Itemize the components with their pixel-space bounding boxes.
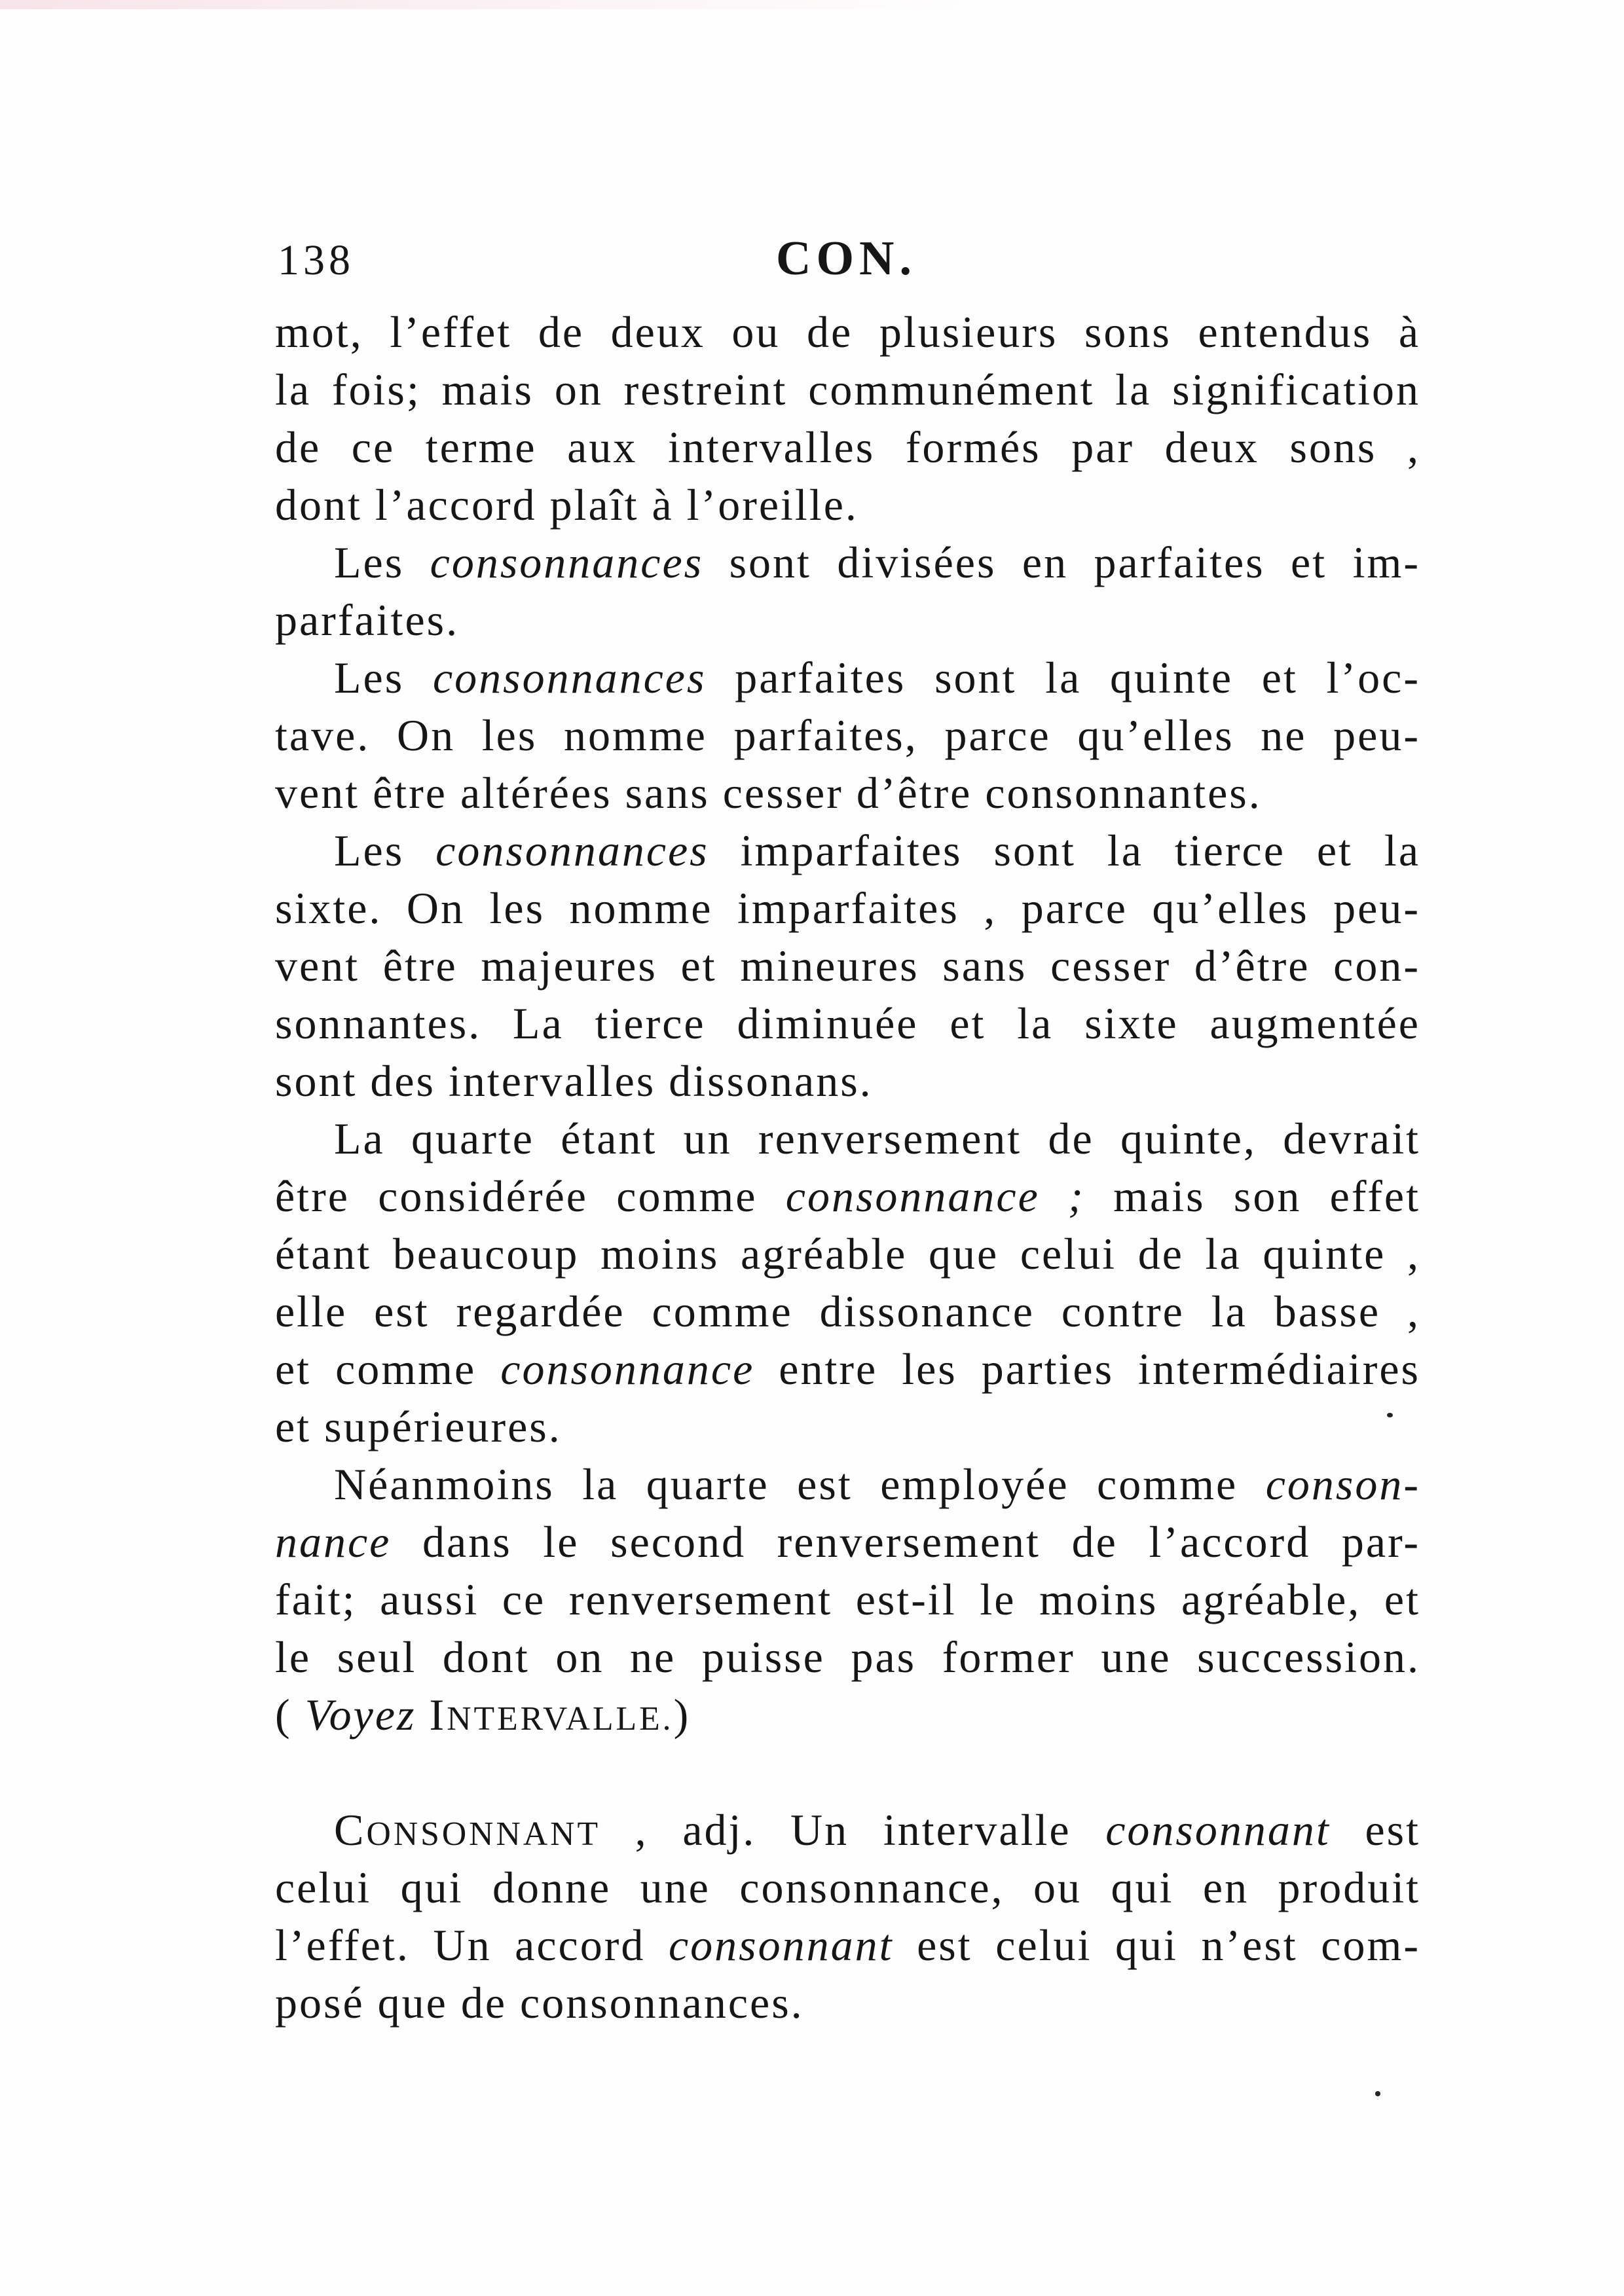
paragraph xyxy=(275,534,1420,649)
text-line: tave. On les nomme parfaites, parce qu’elles ne peu- xyxy=(275,710,1420,760)
text-line: parfaites. xyxy=(275,595,460,645)
text-line: vent être altérées sans cesser d’être consonnantes. xyxy=(275,768,1262,818)
text-line: fait; aussi ce renversement est-il le moins agréable, et xyxy=(275,1575,1420,1624)
page-number: 138 xyxy=(278,236,354,284)
text-line: sixte. On les nomme imparfaites , parce qu’elles peu- xyxy=(275,883,1420,933)
text-line: la fois; mais on restreint communément la signification xyxy=(275,365,1420,414)
text-line: et supérieures. xyxy=(275,1402,562,1451)
text-segment: parfaites sont la quinte et l’oc- xyxy=(706,653,1421,702)
paragraph xyxy=(275,822,1420,1110)
text-line: de ce terme aux intervalles formés par deux sons , xyxy=(275,422,1420,472)
text-segment: être considérée comme xyxy=(275,1171,786,1221)
text-segment: ) xyxy=(673,1690,691,1740)
italic-term: consonnance xyxy=(500,1344,755,1394)
text-line xyxy=(275,1455,1420,1513)
text-line: vent être majeures et mineures sans cesser d’être con- xyxy=(275,941,1420,991)
text-segment: dans le second renversement de l’accord par- xyxy=(391,1517,1420,1567)
italic-term: Voyez xyxy=(304,1690,416,1740)
text-segment: , adj. Un intervalle xyxy=(600,1805,1106,1855)
text-line: La quarte étant un renversement de quinte, devrait xyxy=(334,1114,1420,1163)
dictionary-entry xyxy=(275,1801,1420,2032)
paragraph-continued xyxy=(275,303,1420,534)
ink-speck xyxy=(1375,2091,1380,2096)
text-line xyxy=(275,1340,1420,1398)
text-line xyxy=(275,649,1420,706)
italic-term: consonnant xyxy=(1105,1805,1331,1855)
italic-term: conson- xyxy=(1265,1459,1420,1509)
text-line: sont des intervalles dissonans. xyxy=(275,1056,873,1106)
text-segment: Les xyxy=(334,653,433,702)
cross-reference xyxy=(275,1686,1420,1743)
text-segment: ( xyxy=(275,1690,305,1740)
text-segment xyxy=(416,1690,429,1740)
text-body xyxy=(275,303,1420,2032)
italic-term: consonnance ; xyxy=(785,1171,1085,1221)
paragraph xyxy=(275,649,1420,822)
entry-headword: CONSONNANT xyxy=(334,1805,601,1855)
text-line xyxy=(275,534,1420,591)
text-segment: imparfaites sont la tierce et la xyxy=(709,826,1420,875)
italic-term: consonnant xyxy=(668,1920,894,1970)
text-segment: Les xyxy=(334,538,430,587)
cross-reference-target: INTERVALLE. xyxy=(429,1690,674,1740)
ink-speck xyxy=(1387,1413,1393,1417)
text-line xyxy=(275,1801,1420,1859)
text-line: celui qui donne une consonnance, ou qui en produit xyxy=(275,1863,1420,1912)
text-line: mot, l’effet de deux ou de plusieurs sons entendus à xyxy=(275,307,1420,357)
text-line: étant beaucoup moins agréable que celui de la quinte , xyxy=(275,1229,1420,1279)
text-line: le seul dont on ne puisse pas former une succession. xyxy=(275,1632,1420,1682)
text-line: sonnantes. La tierce diminuée et la sixte augmentée xyxy=(275,998,1420,1048)
text-segment: l’effet. Un accord xyxy=(275,1920,669,1970)
paragraph xyxy=(275,1110,1420,1455)
italic-term: nance xyxy=(275,1517,392,1567)
text-line xyxy=(275,822,1420,879)
paragraph xyxy=(275,1455,1420,1743)
text-segment: est xyxy=(1330,1805,1420,1855)
italic-term: consonnances xyxy=(432,653,707,702)
text-segment: entre les parties intermédiaires xyxy=(754,1344,1420,1394)
text-line xyxy=(275,1916,1420,1974)
running-head: CON. xyxy=(776,232,917,285)
page-edge-tint xyxy=(0,0,982,9)
italic-term: consonnances xyxy=(430,538,704,587)
text-line xyxy=(275,1167,1420,1225)
text-segment: Les xyxy=(334,826,436,875)
text-segment: et comme xyxy=(275,1344,501,1394)
text-segment: Néanmoins la quarte est employée comme xyxy=(334,1459,1266,1509)
text-line: elle est regardée comme dissonance contre la basse , xyxy=(275,1286,1420,1336)
text-line: posé que de consonnances. xyxy=(275,1978,804,2028)
text-segment: est celui qui n’est com- xyxy=(893,1920,1421,1970)
italic-term: consonnances xyxy=(435,826,709,875)
text-line xyxy=(275,1513,1420,1571)
text-line: dont l’accord plaît à l’oreille. xyxy=(275,480,858,530)
text-segment: mais son effet xyxy=(1084,1171,1420,1221)
text-segment: sont divisées en parfaites et im- xyxy=(703,538,1421,587)
